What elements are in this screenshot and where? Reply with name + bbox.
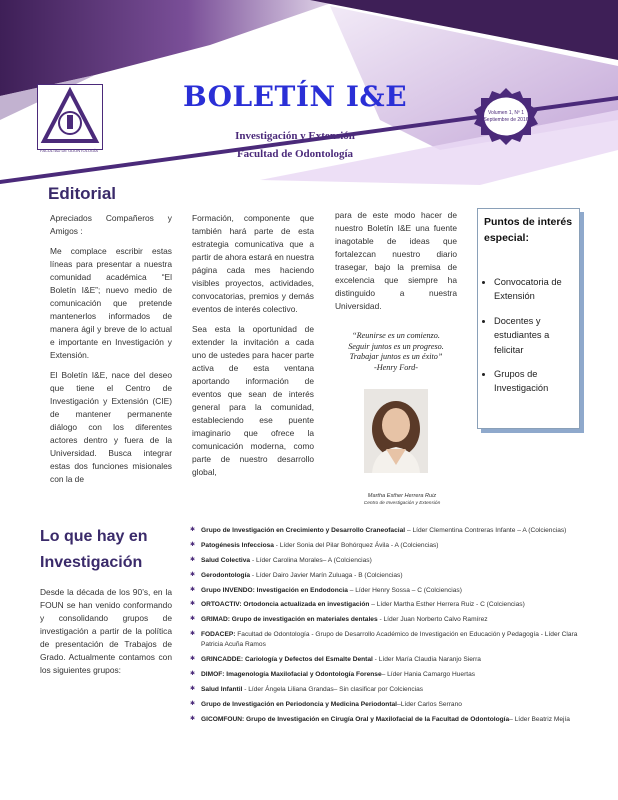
editorial-column-1 bbox=[50, 212, 172, 493]
photo-caption-name: Martha Esther Herrera Ruiz bbox=[367, 493, 437, 499]
subtitle-faculty: Facultad de Odontología bbox=[236, 148, 354, 160]
newsletter-title: BOLETÍN I&E bbox=[182, 80, 408, 113]
list-item: ✱ GICOMFOUN: Grupo de Investigación en Cirugía Oral y Maxilofacial de la Facultad de Odontología– Líder Beatriz Mejía bbox=[190, 715, 585, 725]
editorial-paragraph: para de este modo hacer de nuestro Boletín I&E una fuente inagotable de ideas que fortalezcan nuestro diario trasegar, bajo la premisa de excelencia que siempre ha distinguido a nuestra Universidad. bbox=[335, 210, 457, 312]
quote-line: Trabajar juntos es un éxito” bbox=[349, 352, 443, 362]
research-groups-list bbox=[190, 526, 585, 729]
list-item: ✱ DIMOF: Imagenología Maxilofacial y Odontología Forense– Líder Hania Camargo Huertas bbox=[190, 670, 585, 680]
list-item: ✱ Grupo de Investigación en Crecimiento y Desarrollo Craneofacial – Líder Clementina Contreras Infante – A (Colciencias) bbox=[190, 526, 585, 536]
research-heading: Lo que hay en Investigación bbox=[40, 528, 148, 571]
editorial-paragraph: Me complace escribir estas líneas para presentar a nuestra comunidad académica “El Boletín I&E”; nuevo medio de comunicación que pretende mantenerlos informados de manera ágil y breve de lo actual e importante en Investigación y Extensión. bbox=[50, 246, 172, 361]
list-item: ✱ Patogénesis Infecciosa - Líder Sonia del Pilar Bohórquez Ávila - A (Colciencias) bbox=[190, 541, 585, 551]
editorial-paragraph: El Boletín I&E, nace del deseo que tiene el Centro de Investigación y Extensión (CIE) de mantener permanente diálogo con los diferentes actores dentro y fuera de la Universidad. Busca integrar estas dos funciones misionales con la de bbox=[50, 370, 172, 485]
list-item: ✱ GRINCADDE: Cariología y Defectos del Esmalte Dental - Líder María Claudia Naranjo Sierra bbox=[190, 655, 585, 665]
faculty-logo bbox=[37, 84, 103, 150]
list-item: ✱ FODACEP: Facultad de Odontología - Grupo de Desarrollo Académico de Investigación en Educación y Pedagogía - Líder Clara Patricia Acuña Ramos bbox=[190, 630, 585, 650]
sidebar-item-convocatoria: • Convocatoria de Extensión bbox=[494, 275, 576, 304]
list-item: ✱ Salud Infantil - Líder Ángela Liliana Grandas– Sin clasificar por Colciencias bbox=[190, 685, 585, 695]
sidebar-item-grupos: • Grupos de Investigación bbox=[494, 367, 576, 396]
list-item: ✱ GRIMAD: Grupo de investigación en materiales dentales - Líder Juan Norberto Calvo Ramírez bbox=[190, 615, 585, 625]
quote-line: “Reunirse es un comienzo. bbox=[352, 331, 440, 340]
photo-caption-role: Centro de Investigación y Extensión bbox=[363, 501, 441, 506]
editorial-paragraph: Formación, componente que también hará parte de esta estrategia comunicativa que a partir de ahora estará en nuestra página cada mes haciendo visibles proyectos, actividades, convocatorias, premios y demás eventos de interés colectivo. bbox=[192, 213, 314, 315]
research-intro: Desde la década de los 90’s, en la FOUN se han venido conformando y consolidando grupos de investigación a partir de la política de presentación de Trabajos de Grado. Actualmente contamos con los siguientes grupos: bbox=[40, 587, 172, 676]
list-item: ✱ Gerodontología - Líder Dairo Javier Marín Zuluaga - B (Colciencias) bbox=[190, 571, 585, 581]
sidebar-item-docentes: • Docentes y estudiantes a felicitar bbox=[494, 314, 576, 357]
points-of-interest-box bbox=[477, 208, 580, 429]
seal-date-text: Septiembre de 2016 bbox=[483, 117, 529, 123]
seal-volume-text: Volumen 1, Nº 1 bbox=[487, 110, 525, 116]
quote-line: Seguir juntos es un progreso. bbox=[348, 341, 444, 351]
quote-author: -Henry Ford- bbox=[373, 362, 419, 372]
editorial-column-3 bbox=[335, 209, 457, 320]
list-item: ✱ ORTOACTIV: Ortodoncia actualizada en investigación – Líder Martha Esther Herrera Ruiz - C (Colciencias) bbox=[190, 600, 585, 610]
list-item: ✱ Salud Colectiva - Líder Carolina Morales– A (Colciencias) bbox=[190, 556, 585, 566]
editorial-paragraph: Sea esta la oportunidad de extender la invitación a cada uno de ustedes para hacer parte activa de esta ventana aportando información de eventos que sean de interés general para la comunidad, estableciendo ese puente imaginario que ofrece la comunicación moderna, como parte de nuestro desarrollo global, bbox=[192, 324, 314, 478]
editorial-paragraph: Apreciados Compañeros y Amigos : bbox=[50, 213, 172, 237]
list-item: ✱ Grupo INVENDO: Investigación en Endodoncia – Líder Henry Sossa – C (Colciencias) bbox=[190, 586, 585, 596]
quote-block bbox=[336, 331, 456, 374]
sidebar-list bbox=[478, 275, 576, 406]
editorial-heading: Editorial bbox=[48, 184, 117, 203]
volume-seal bbox=[471, 86, 541, 146]
list-item: ✱ Grupo de Investigación en Periodoncia y Medicina Periodontal–Líder Carlos Serrano bbox=[190, 700, 585, 710]
logo-caption: FACULTAD DE ODONTOLOGÍA bbox=[40, 148, 98, 153]
author-photo bbox=[364, 389, 428, 473]
sidebar-title: Puntos de interés especial: bbox=[484, 216, 573, 245]
subtitle-research-extension: Investigación y Extensión bbox=[235, 130, 355, 142]
editorial-column-2 bbox=[192, 212, 314, 486]
